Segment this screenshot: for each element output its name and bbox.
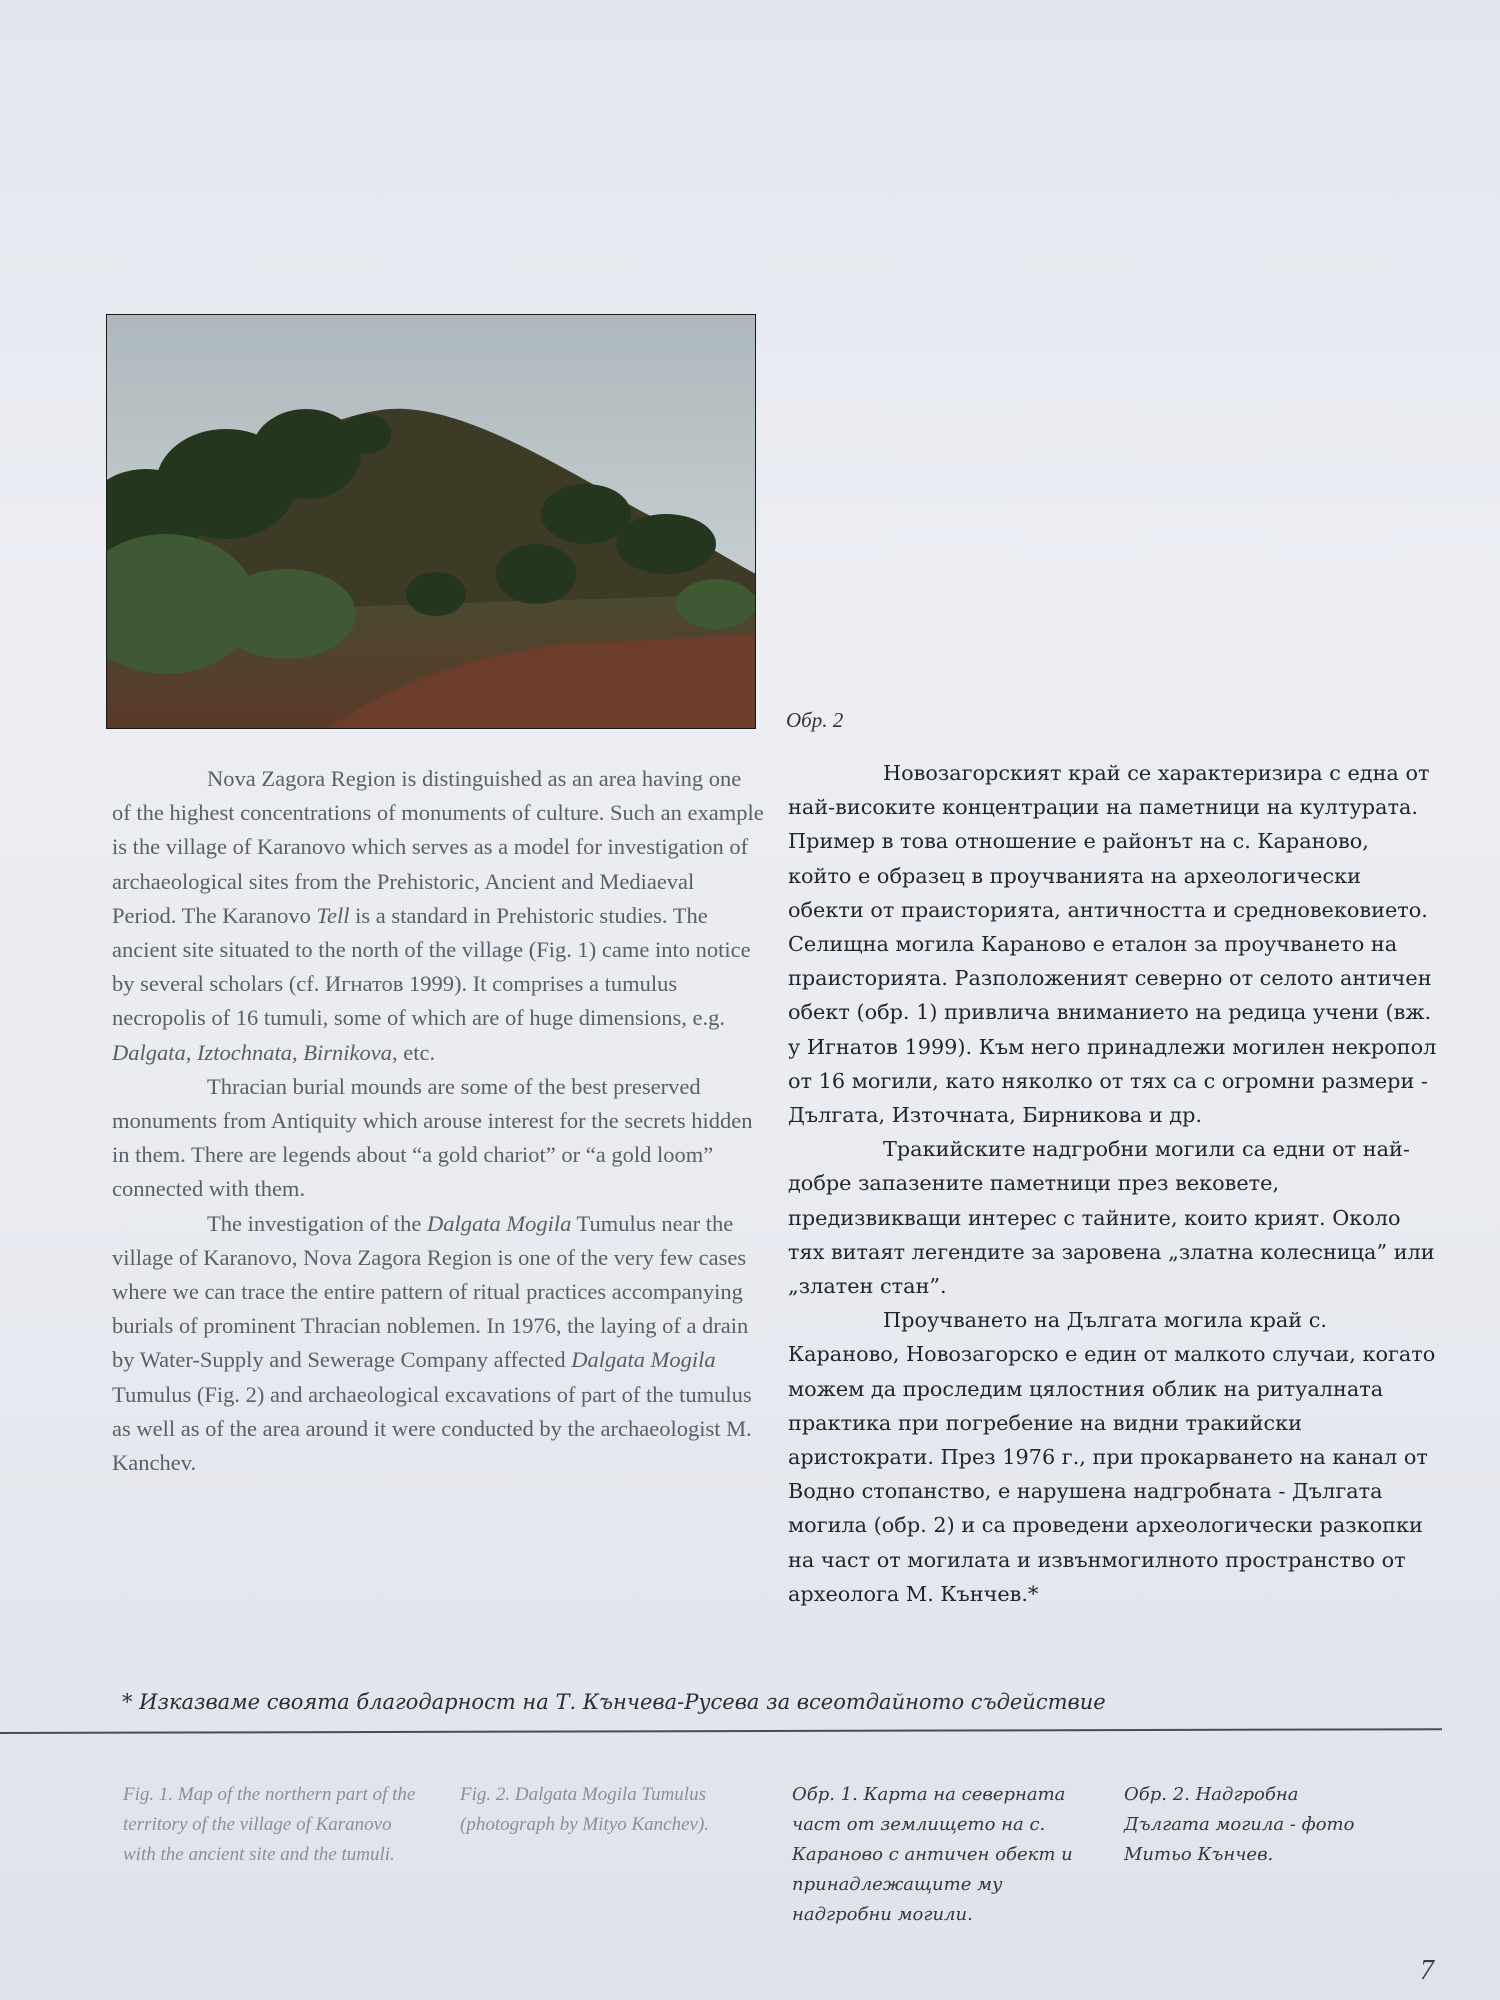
footnote-divider <box>0 1728 1442 1734</box>
english-text-column <box>112 762 764 1480</box>
english-paragraph-3: The investigation of the Dalgata Mogila Tumulus near the village of Karanovo, Nova Zagora Region is one of the very few cases where we can trace the entire pattern of ritual practices accompanying burials of prominent Thracian noblemen. In 1976, the laying of a drain by Water-Supply and Sewerage Company affected Dalgata Mogila Tumulus (Fig. 2) and archaeological excavations of part of the tumulus as well as of the area around it were conducted by the archaeologist M. Kanchev. <box>112 1210 752 1476</box>
caption-fig-1: Fig. 1. Map of the northern part of the territory of the village of Karanovo with the ancient site and the tumuli. <box>123 1784 416 1865</box>
english-paragraph-2: Thracian burial mounds are some of the best preserved monuments from Antiquity which arouse interest for the secrets hidden in them. There are legends about “a gold chariot” or “a gold loom” connected with them. <box>112 1073 753 1202</box>
bulgarian-paragraph-2: Тракийските надгробни могили са едни от най-добре запазените паметници през вековете, предизвикващи интерес с тайните, които крият. Около тях витаят легендите за заровена „златна колесница” или „златен стан”. <box>788 1137 1435 1299</box>
bulgarian-paragraph-3: Проучването на Дългата могила край с. Караново, Новозагорско е един от малкото случаи, когато можем да проследим цялостния облик на ритуалната практика при погребение на видни тракийски аристократи. През 1976 г., при прокарването на канал от Водно стопанство, е нарушена надгробната - Дългата могила (обр. 2) и са проведени археологически разкопки на част от могилата и извънмогилното пространство от археолога М. Кънчев.* <box>788 1308 1436 1606</box>
caption-obr-2: Обр. 2. Надгробна Дългата могила - фото Митьо Кънчев. <box>1124 1784 1355 1865</box>
english-paragraph-1: Nova Zagora Region is distinguished as an area having one of the highest concentrations of monuments of culture. Such an example is the village of Karanovo which serves as a model for investigation of archaeological sites from the Prehistoric, Ancient and Mediaeval Period. The Karanovo Tell is a standard in Prehistoric studies. The ancient site situated to the north of the village (Fig. 1) came into notice by several scholars (cf. Игнатов 1999). It comprises a tumulus necropolis of 16 tumuli, some of which are of huge dimensions, e.g. Dalgata, Iztochnata, Birnikova, etc. <box>112 766 764 1065</box>
caption-fig-2: Fig. 2. Dalgata Mogila Tumulus (photograph by Mityo Kanchev). <box>460 1784 710 1835</box>
page-number: 7 <box>1420 1955 1434 1986</box>
tumulus-photo <box>106 314 756 729</box>
footnote: * Изказваме своята благодарност на Т. Кънчева-Русева за всеотдайното съдействие <box>122 1690 1106 1714</box>
caption-obr-1: Обр. 1. Карта на северната част от землището на с. Караново с античен обект и принадлежащите му надгробни могили. <box>792 1784 1073 1925</box>
bulgarian-paragraph-1: Новозагорският край се характеризира с една от най-високите концентрации на паметници на културата. Пример в това отношение е районът на с. Караново, който е образец в проучванията на археологически обекти от праисторията, античността и средновековието. Селищна могила Караново е еталон за проучването на праисторията. Разположеният северно от селото античен обект (обр. 1) привлича вниманието на редица учени (вж. у Игнатов 1999). Към него принадлежи могилен некропол от 16 могили, като няколко от тях са с огромни размери - Дългата, Източната, Бирникова и др. <box>788 761 1437 1128</box>
figure-label: Обр. 2 <box>786 708 844 732</box>
bulgarian-text-column <box>788 756 1438 1611</box>
